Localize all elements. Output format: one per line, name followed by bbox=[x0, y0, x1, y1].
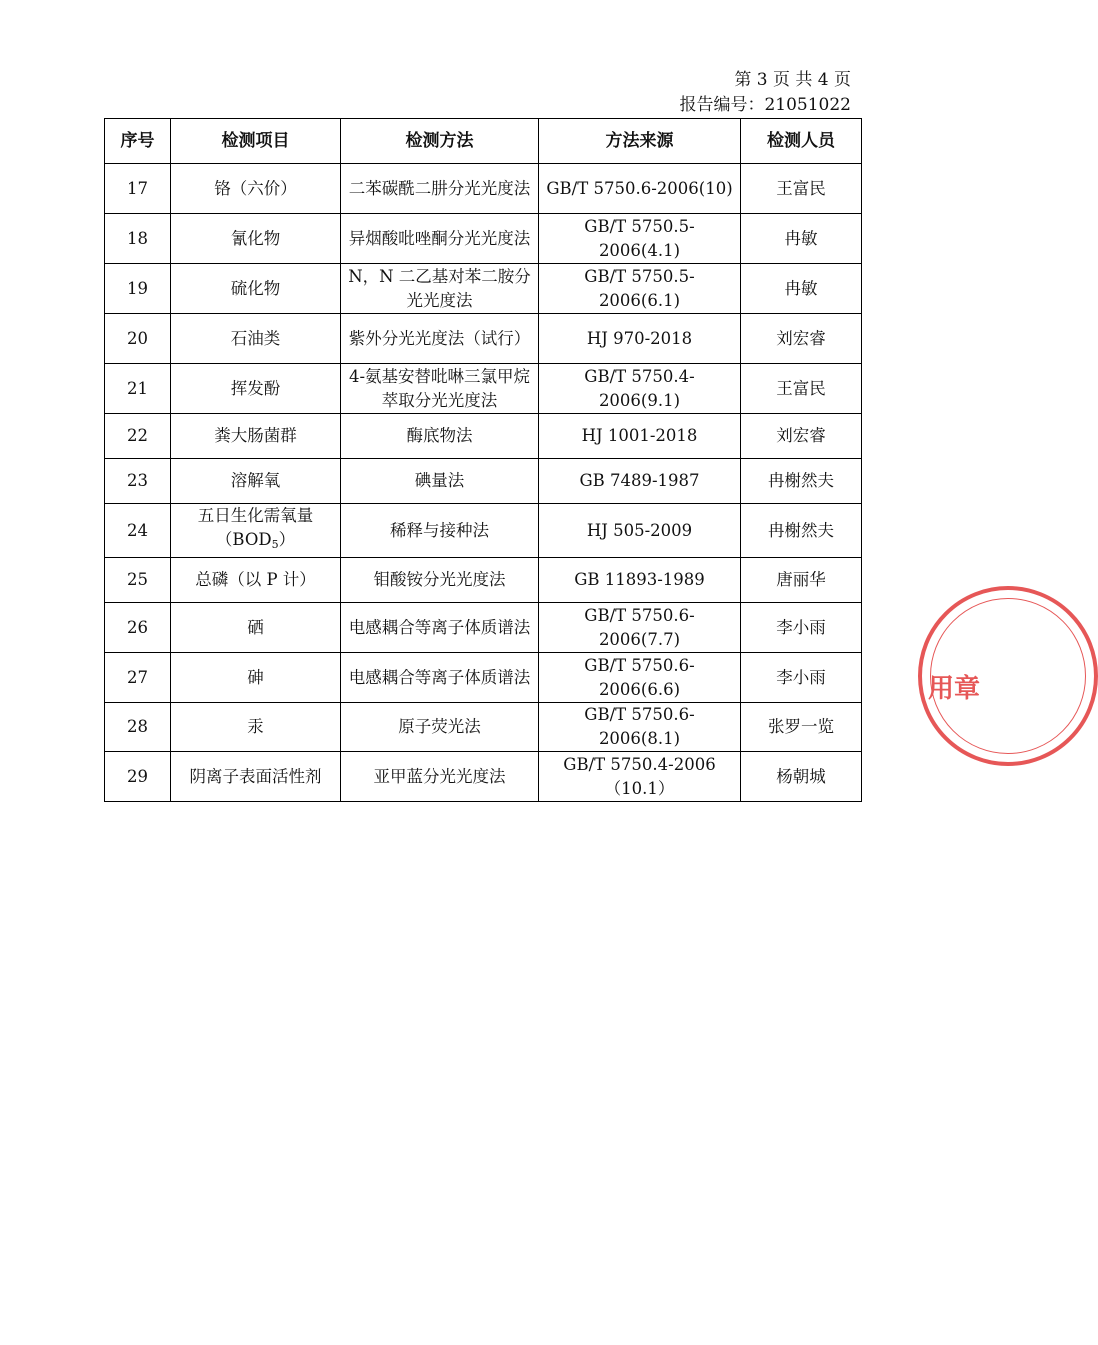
row-no: 25 bbox=[105, 558, 171, 603]
row-source: HJ 970-2018 bbox=[539, 314, 741, 364]
row-no: 27 bbox=[105, 653, 171, 703]
row-person: 冉榭然夫 bbox=[741, 504, 862, 558]
row-method: 二苯碳酰二肼分光光度法 bbox=[341, 164, 539, 214]
row-method: N，N 二乙基对苯二胺分光光度法 bbox=[341, 264, 539, 314]
row-method: 原子荧光法 bbox=[341, 703, 539, 752]
row-item: 阴离子表面活性剂 bbox=[171, 752, 341, 802]
test-items-table bbox=[104, 118, 862, 802]
row-no: 18 bbox=[105, 214, 171, 264]
row-source: GB/T 5750.6-2006(6.6) bbox=[539, 653, 741, 703]
table-row bbox=[105, 703, 862, 752]
row-item: 粪大肠菌群 bbox=[171, 414, 341, 459]
page-header bbox=[679, 68, 851, 118]
row-method: 碘量法 bbox=[341, 459, 539, 504]
row-method: 异烟酸吡唑酮分光光度法 bbox=[341, 214, 539, 264]
row-source: HJ 1001-2018 bbox=[539, 414, 741, 459]
row-item: 溶解氧 bbox=[171, 459, 341, 504]
row-method: 4-氨基安替吡啉三氯甲烷萃取分光光度法 bbox=[341, 364, 539, 414]
col-header-item: 检测项目 bbox=[171, 119, 341, 164]
table-row bbox=[105, 752, 862, 802]
row-method: 电感耦合等离子体质谱法 bbox=[341, 603, 539, 653]
row-source: GB/T 5750.5-2006(4.1) bbox=[539, 214, 741, 264]
col-header-source: 方法来源 bbox=[539, 119, 741, 164]
table-row bbox=[105, 603, 862, 653]
row-person: 杨朝城 bbox=[741, 752, 862, 802]
row-person: 李小雨 bbox=[741, 603, 862, 653]
col-header-no: 序号 bbox=[105, 119, 171, 164]
row-no: 26 bbox=[105, 603, 171, 653]
page-number: 第 3 页 共 4 页 bbox=[734, 70, 851, 90]
table-row bbox=[105, 264, 862, 314]
row-method: 紫外分光光度法（试行） bbox=[341, 314, 539, 364]
table-row bbox=[105, 504, 862, 558]
row-item-abbr-prefix: （BOD bbox=[215, 530, 272, 549]
row-no: 23 bbox=[105, 459, 171, 504]
row-item: 氰化物 bbox=[171, 214, 341, 264]
col-header-person: 检测人员 bbox=[741, 119, 862, 164]
row-item: 铬（六价） bbox=[171, 164, 341, 214]
row-person: 刘宏睿 bbox=[741, 414, 862, 459]
row-item-name: 五日生化需氧量 bbox=[197, 506, 314, 525]
row-source: GB/T 5750.6-2006(7.7) bbox=[539, 603, 741, 653]
row-source: GB/T 5750.6-2006(8.1) bbox=[539, 703, 741, 752]
row-method: 酶底物法 bbox=[341, 414, 539, 459]
col-header-method: 检测方法 bbox=[341, 119, 539, 164]
official-seal-stamp bbox=[918, 586, 1098, 766]
row-person: 冉敏 bbox=[741, 214, 862, 264]
row-source: GB/T 5750.6-2006(10) bbox=[539, 164, 741, 214]
table-row bbox=[105, 414, 862, 459]
row-item: 硒 bbox=[171, 603, 341, 653]
row-person: 冉榭然夫 bbox=[741, 459, 862, 504]
row-no: 20 bbox=[105, 314, 171, 364]
row-person: 王富民 bbox=[741, 364, 862, 414]
row-item: 硫化物 bbox=[171, 264, 341, 314]
row-method: 亚甲蓝分光光度法 bbox=[341, 752, 539, 802]
row-no: 29 bbox=[105, 752, 171, 802]
row-person: 冉敏 bbox=[741, 264, 862, 314]
row-person: 李小雨 bbox=[741, 653, 862, 703]
row-source: GB/T 5750.4-2006（10.1） bbox=[539, 752, 741, 802]
seal-text: 用章 bbox=[928, 674, 981, 704]
row-method: 钼酸铵分光光度法 bbox=[341, 558, 539, 603]
table-row bbox=[105, 653, 862, 703]
row-no: 28 bbox=[105, 703, 171, 752]
row-item bbox=[171, 504, 341, 558]
table-header-row bbox=[105, 119, 862, 164]
report-number: 报告编号：21051022 bbox=[679, 95, 851, 115]
table-row bbox=[105, 558, 862, 603]
row-source: GB 11893-1989 bbox=[539, 558, 741, 603]
row-source: GB/T 5750.5-2006(6.1) bbox=[539, 264, 741, 314]
table-row bbox=[105, 314, 862, 364]
table-row bbox=[105, 164, 862, 214]
row-method: 稀释与接种法 bbox=[341, 504, 539, 558]
row-no: 17 bbox=[105, 164, 171, 214]
row-item: 总磷（以 P 计） bbox=[171, 558, 341, 603]
table-row bbox=[105, 364, 862, 414]
row-no: 22 bbox=[105, 414, 171, 459]
row-item: 石油类 bbox=[171, 314, 341, 364]
row-person: 唐丽华 bbox=[741, 558, 862, 603]
row-item: 挥发酚 bbox=[171, 364, 341, 414]
row-item-abbr-suffix: ） bbox=[278, 530, 296, 549]
row-item: 汞 bbox=[171, 703, 341, 752]
row-method: 电感耦合等离子体质谱法 bbox=[341, 653, 539, 703]
row-person: 王富民 bbox=[741, 164, 862, 214]
table-row bbox=[105, 214, 862, 264]
row-item: 砷 bbox=[171, 653, 341, 703]
table-row bbox=[105, 459, 862, 504]
row-no: 24 bbox=[105, 504, 171, 558]
row-person: 刘宏睿 bbox=[741, 314, 862, 364]
row-no: 19 bbox=[105, 264, 171, 314]
row-source: GB 7489-1987 bbox=[539, 459, 741, 504]
row-no: 21 bbox=[105, 364, 171, 414]
row-source: HJ 505-2009 bbox=[539, 504, 741, 558]
row-source: GB/T 5750.4-2006(9.1) bbox=[539, 364, 741, 414]
row-item-abbr-subscript: 5 bbox=[271, 538, 279, 551]
row-person: 张罗一览 bbox=[741, 703, 862, 752]
